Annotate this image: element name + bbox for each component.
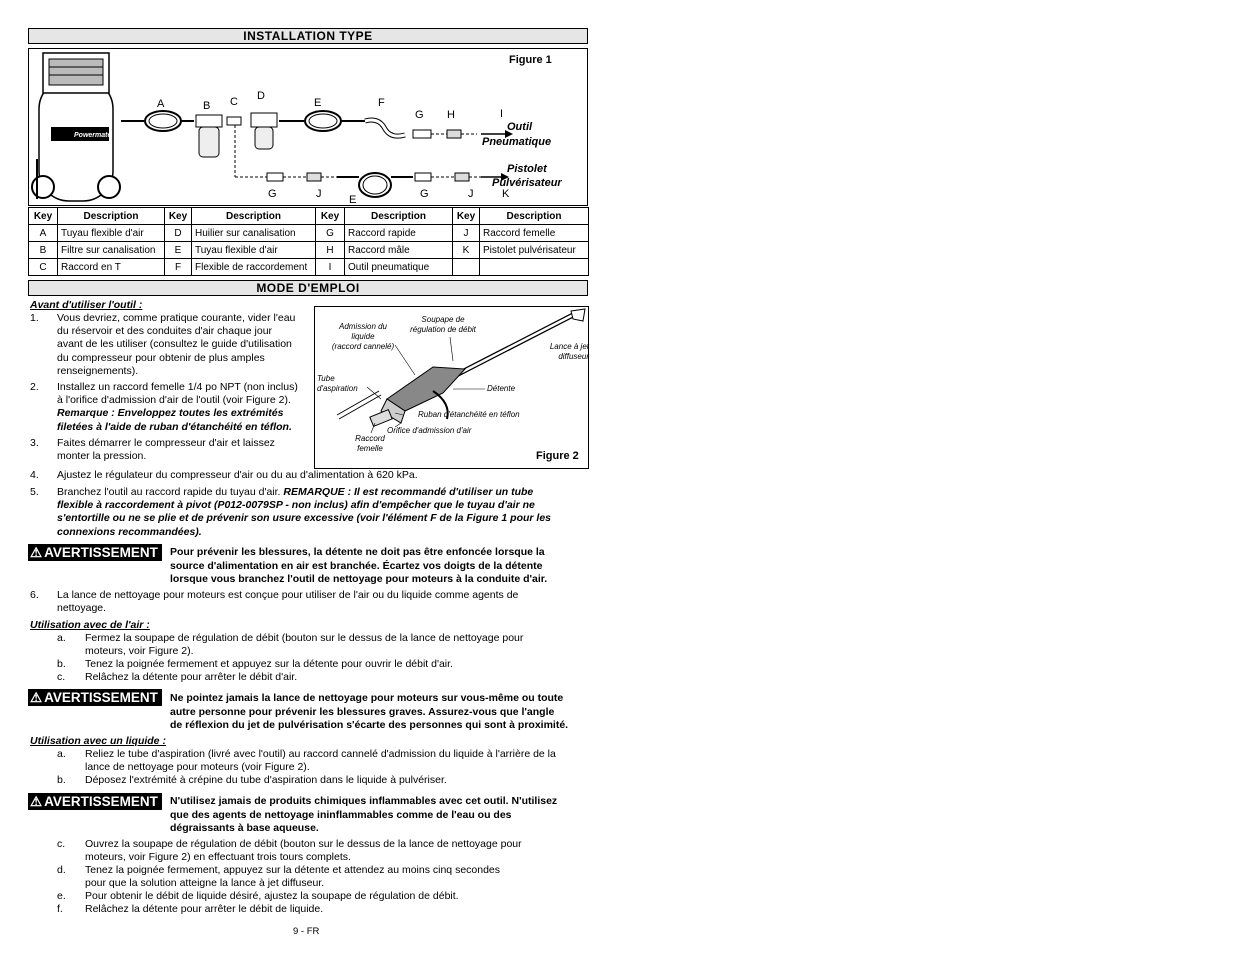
warning-badge: ⚠ AVERTISSEMENT [28, 793, 162, 810]
key-table [28, 207, 589, 276]
step-number: 2. [30, 381, 39, 393]
liquid-step-d: Tenez la poignée fermement, appuyez sur la détente et attendez au moins cinq secondes pour que la solution atteigne la lance à jet diffuseur. [85, 864, 501, 890]
table-row: A Tuyau flexible d'air D Huilier sur canalisation G Raccord rapide J Raccord femelle [29, 225, 589, 242]
label-j-bottom: J [316, 188, 322, 200]
label-f: F [378, 97, 385, 109]
heading-liquid-use: Utilisation avec un liquide : [30, 735, 166, 747]
section-title-mode: MODE D'EMPLOI [28, 280, 588, 296]
sub-step-letter: e. [57, 890, 66, 902]
table-row: B Filtre sur canalisation E Tuyau flexible d'air H Raccord mâle K Pistolet pulvérisateur [29, 242, 589, 259]
liquid-step-c: Ouvrez la soupape de régulation de débit (bouton sur le dessus de la lance de nettoyage pour moteurs, voir Figure 2) en effectuant trois tours complets. [85, 838, 522, 864]
step-number: 1. [30, 312, 39, 324]
warning-triangle-icon: ⚠ [30, 794, 43, 809]
label-outil: Outil [507, 121, 533, 133]
step-number: 5. [30, 486, 39, 498]
air-step-b: Tenez la poignée fermement et appuyez sur la détente pour ouvrir le débit d'air. [85, 658, 453, 670]
label-tube: Tube d'aspiration [317, 374, 358, 393]
step-3-text: Faites démarrer le compresseur d'air et laissez monter la pression. [57, 437, 275, 463]
heading-before-use: Avant d'utiliser l'outil : [30, 299, 143, 311]
label-d: D [257, 90, 265, 102]
label-i: I [500, 108, 504, 120]
table-row: C Raccord en T F Flexible de raccordement I Outil pneumatique [29, 259, 589, 276]
label-lance: Lance à jet diffuseur [549, 342, 589, 361]
label-a: A [157, 98, 165, 110]
figure-1 [28, 48, 588, 206]
sub-step-letter: f. [57, 903, 63, 915]
compressor-illustration [32, 53, 120, 201]
step-2-text: Installez un raccord femelle 1/4 po NPT (non inclus) à l'orifice d'admission d'air de l'outil (voir Figure 2). Remarque : Enveloppez toutes les extrémités filetées à l'aide de ruban d'étanchéité en téflon. [57, 381, 298, 433]
label-e: E [314, 97, 322, 109]
sub-step-letter: c. [57, 838, 66, 850]
label-admission: Admission du liquide (raccord cannelé) [331, 322, 395, 351]
label-orifice: Orifice d'admission d'air [387, 426, 472, 435]
sub-step-letter: b. [57, 774, 66, 786]
key-table-header: Key Description Key Description Key Description Key Description [29, 208, 589, 225]
label-h: H [447, 109, 455, 121]
label-detente: Détente [487, 384, 516, 393]
hose-e [279, 111, 365, 131]
air-step-a: Fermez la soupape de régulation de débit (bouton sur le dessus de la lance de nettoyage pour moteurs, voir Figure 2). [85, 632, 524, 658]
label-g-bottom-2: G [420, 188, 429, 200]
warning-badge: ⚠ AVERTISSEMENT [28, 544, 162, 561]
section-title-installation: INSTALLATION TYPE [28, 28, 588, 44]
figure-2-caption: Figure 2 [536, 450, 579, 462]
plug-h [447, 130, 461, 138]
label-pulverisateur: Pulvérisateur [492, 177, 562, 189]
label-soupape: Soupape de régulation de débit [410, 315, 476, 334]
heading-air-use: Utilisation avec de l'air : [30, 619, 150, 631]
warning-2-text: Ne pointez jamais la lance de nettoyage pour moteurs sur vous-même ou toute autre personne pour prévenir les blessures graves. Assurez-vous que l'angle de réflexion du jet de pulvérisation s'écarte des personnes qui sont à proximité. [170, 692, 569, 731]
step-number: 6. [30, 589, 39, 601]
figure-2 [314, 306, 589, 469]
label-e-bottom: E [349, 194, 357, 206]
label-pistolet: Pistolet [507, 163, 547, 175]
hose-a [121, 111, 194, 131]
sub-step-letter: b. [57, 658, 66, 670]
label-b: B [203, 100, 211, 112]
liquid-step-a: Reliez le tube d'aspiration (livré avec l'outil) au raccord cannelé d'admission du liquide à l'arrière de la lance de nettoyage pour moteurs (voir Figure 2). [85, 748, 556, 774]
label-g: G [415, 109, 424, 121]
warning-3-text: N'utilisez jamais de produits chimiques inflammables avec cet outil. N'utilisez que des agents de nettoyage ininflammables comme de l'eau ou des dégraissants à base aqueuse. [170, 795, 558, 834]
warning-badge: ⚠ AVERTISSEMENT [28, 689, 162, 706]
label-j-bottom-2: J [468, 188, 474, 200]
step-4-text: Ajustez le régulateur du compresseur d'air ou du au d'alimentation à 620 kPa. [57, 469, 418, 481]
liquid-step-e: Pour obtenir le débit de liquide désiré, ajustez la soupape de régulation de débit. [85, 890, 459, 902]
sub-step-letter: c. [57, 671, 66, 683]
coupler-g-top [413, 130, 431, 138]
oiler-d [251, 113, 277, 149]
warning-1-text: Pour prévenir les blessures, la détente ne doit pas être enfoncée lorsque la source d'alimentation en air est branchée. Écartez vos doigts de la détente lorsque vous branchez l'outil de nettoyage pour moteurs à la conduite d'air. [170, 546, 548, 585]
label-pneumatique: Pneumatique [482, 136, 552, 148]
step-number: 3. [30, 437, 39, 449]
warning-triangle-icon: ⚠ [30, 545, 43, 560]
liquid-step-b: Déposez l'extrémité à crépine du tube d'aspiration dans le liquide à pulvériser. [85, 774, 447, 786]
filter-b [196, 115, 222, 157]
sub-step-letter: a. [57, 748, 66, 760]
air-step-c: Relâchez la détente pour arrêter le débit d'air. [85, 671, 298, 683]
sub-step-letter: a. [57, 632, 66, 644]
warning-triangle-icon: ⚠ [30, 690, 43, 705]
svg-text:Powermate: Powermate [74, 132, 112, 139]
tee-c [227, 117, 241, 125]
step-5-text: Branchez l'outil au raccord rapide du tuyau d'air. REMARQUE : Il est recommandé d'utiliser un tube flexible à raccordement à pivot (P012-0079SP - non inclus) afin d'empêcher que le tuyau d'air ne s'entortille ou ne se plie et de prévenir son usure excessive (voir l'élément F de la Figure 1 pour les connexions recommandées). [57, 486, 551, 538]
step-6-text: La lance de nettoyage pour moteurs est conçue pour utiliser de l'air ou du liquide comme agents de nettoyage. [57, 589, 519, 615]
label-raccord: Raccord femelle [355, 434, 385, 453]
label-ruban: Ruban d'étanchéité en téflon [418, 410, 520, 419]
liquid-step-f: Relâchez la détente pour arrêter le débit de liquide. [85, 903, 324, 915]
step-number: 4. [30, 469, 39, 481]
label-k: K [502, 188, 510, 200]
page-number: 9 - FR [293, 926, 320, 937]
step-1-text: Vous devriez, comme pratique courante, vider l'eau du réservoir et des conduites d'air chaque jour avant de les utiliser (consultez le guide d'utilisation du compresseur pour obtenir de plus amples renseignements). [57, 312, 296, 377]
label-g-bottom: G [268, 188, 277, 200]
label-c: C [230, 96, 238, 108]
sub-step-letter: d. [57, 864, 66, 876]
figure-1-caption: Figure 1 [509, 54, 552, 66]
